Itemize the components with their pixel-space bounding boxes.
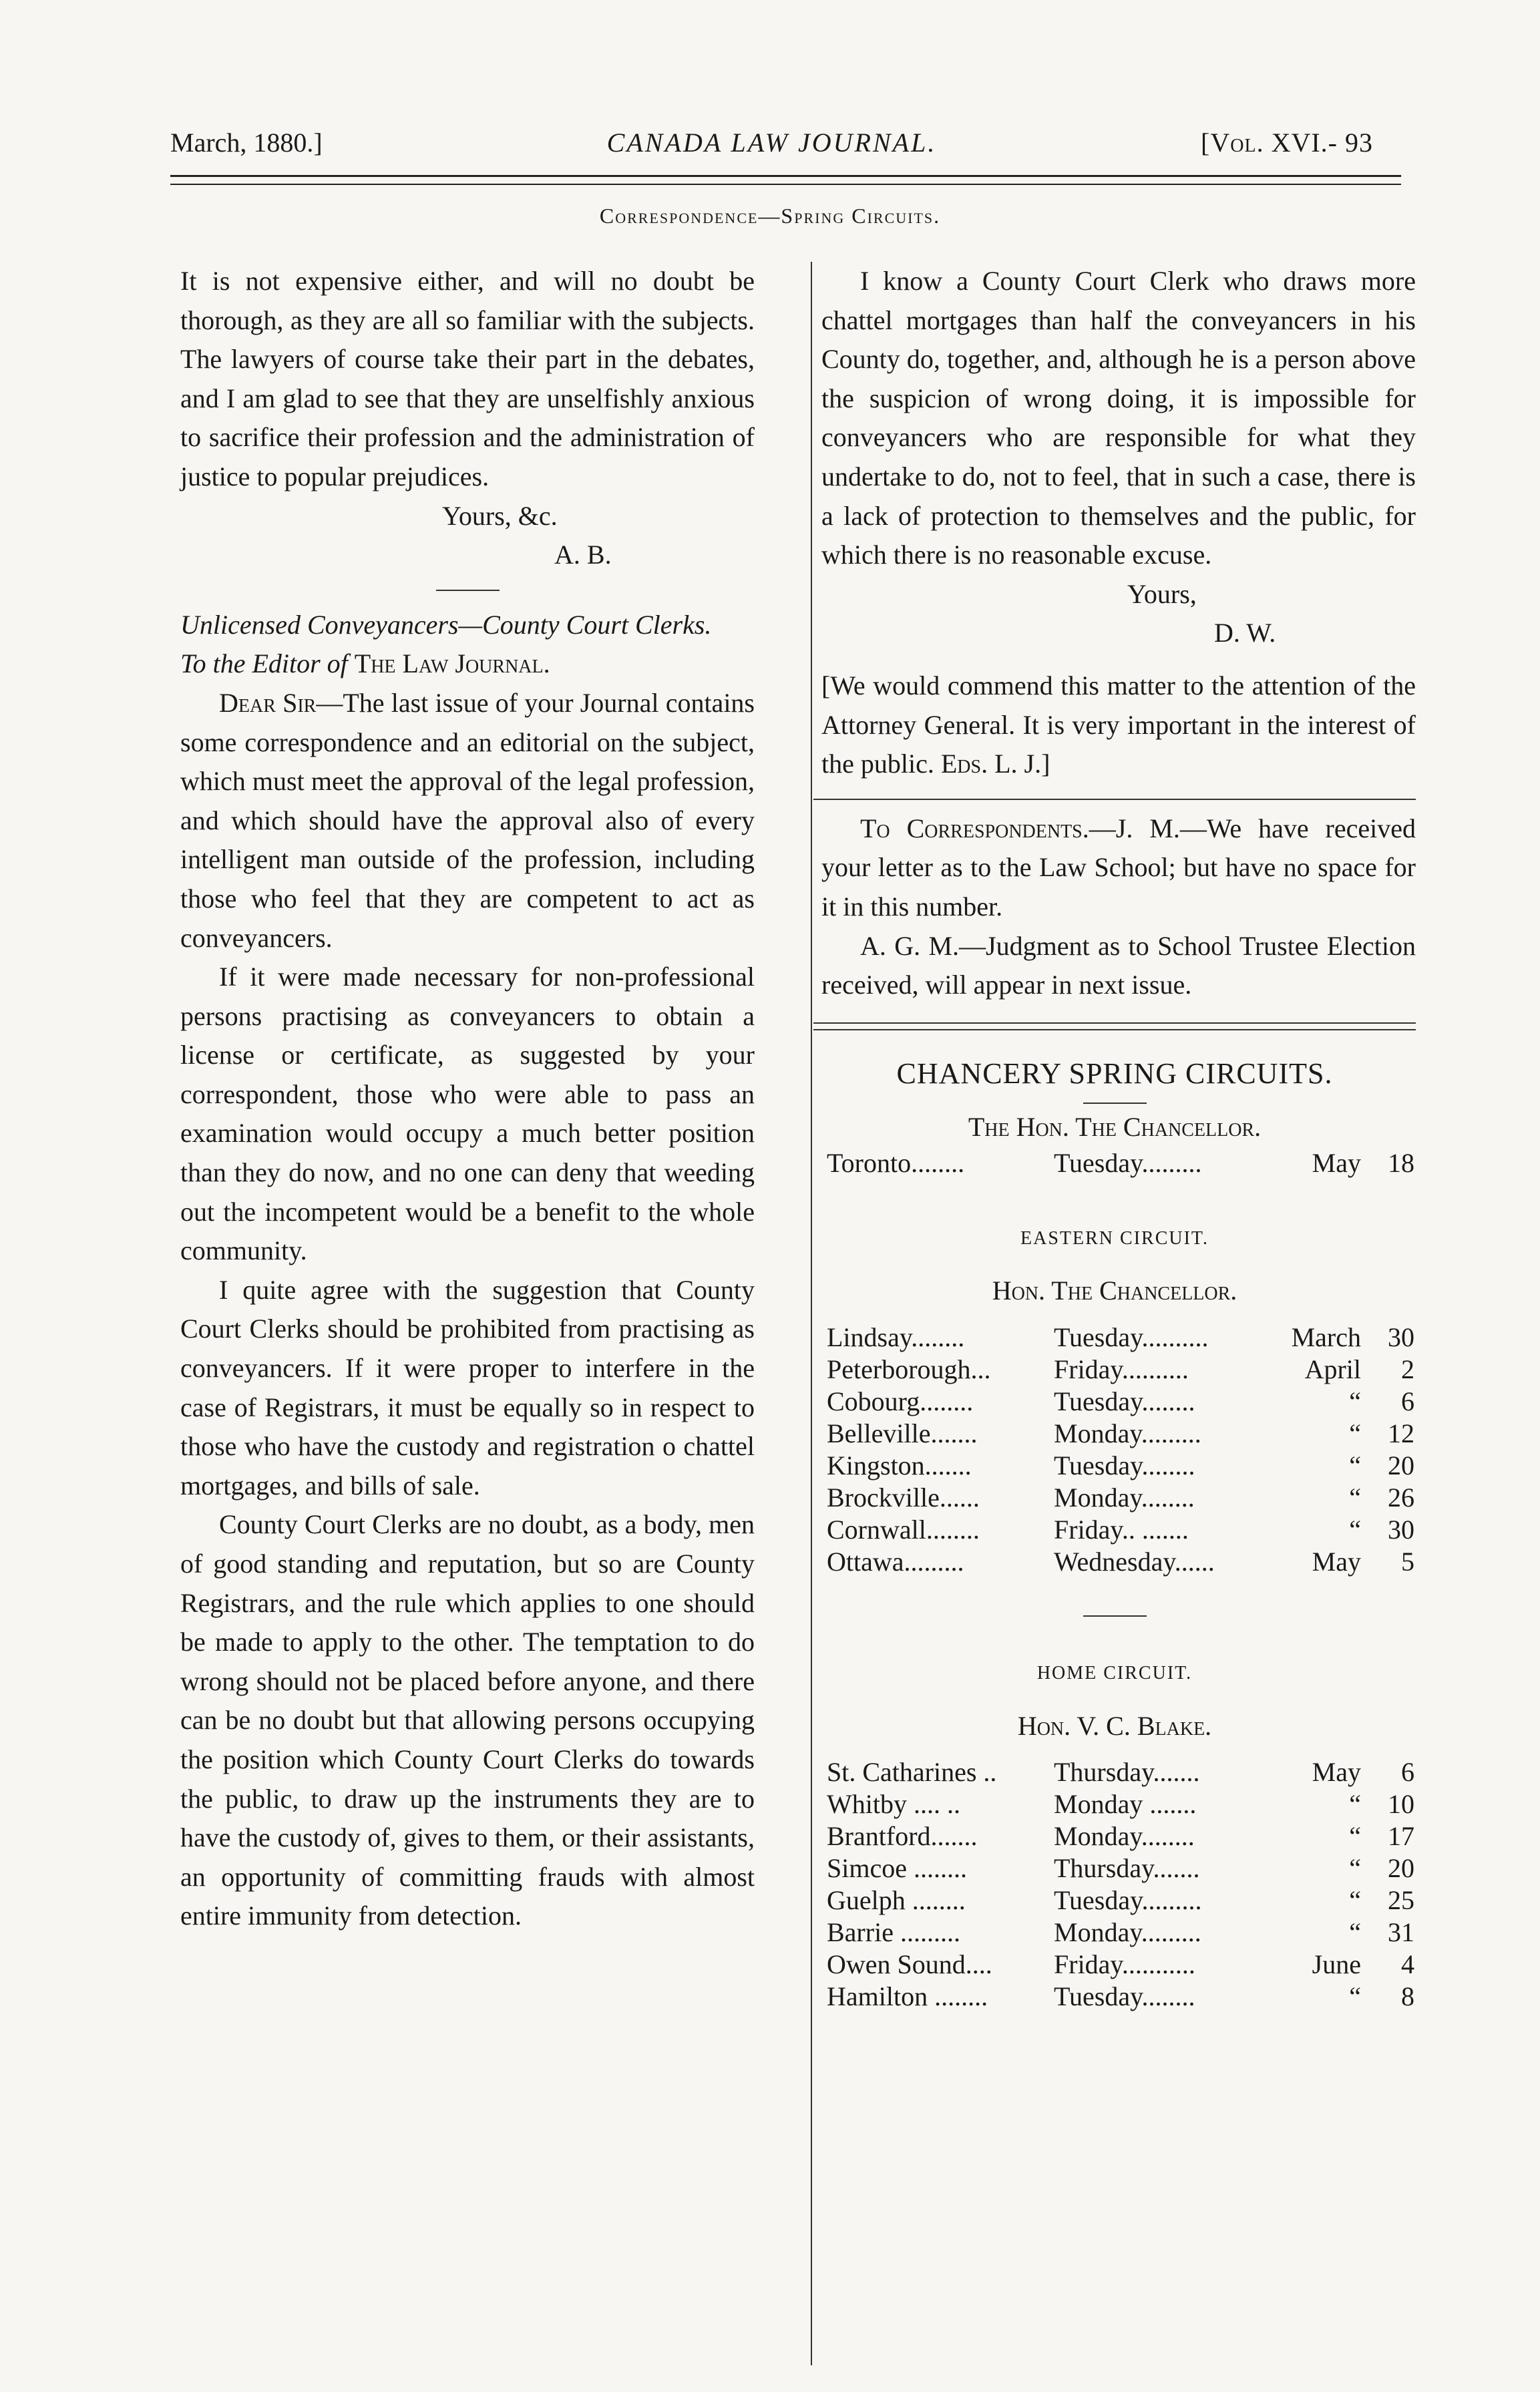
header-volume: [Vol. XVI.- 93 [1201,128,1373,158]
paragraph: It is not expensive either, and will no doubt be thorough, as they are all so familiar with the subjects. The lawyers of course take their part in the debates, and I am glad to see that they are unselfishly anxious to sacrifice their profession and the administration of justice to popular prejudices. [180,266,755,491]
header-rule-top [170,175,1401,177]
table-row: Brockville...... Monday........ “ 26 [827,1482,1414,1513]
table-row: Peterborough... Friday.......... April 2 [827,1354,1414,1385]
signature: D. W. [1214,618,1276,648]
letter-heading: Unlicensed Conveyancers—County Court Clerks. [180,609,712,640]
editor-signature: Eds. L. J.] [940,749,1050,779]
notice: A. G. M.—Judgment as to School Trustee Election received, will appear in next issue. [821,930,1416,1000]
table-row: Belleville....... Monday......... “ 12 [827,1418,1414,1449]
paragraph: If it were made necessary for non-professional persons practising as conveyancers to obtain a license or certificate, as suggested by your correspondent, those who were able to pass an examination would occupy a much better position than they do now, and no one can deny that weeding out the incompetent would be a benefit to the whole community. [180,962,755,1266]
addressee-prefix: To the Editor of [180,648,348,679]
signature: A. B. [554,540,612,570]
table-row: Ottawa......... Wednesday...... May 5 [827,1547,1414,1577]
judge-name: The Hon. The Chancellor. [968,1112,1262,1143]
schedule-eastern [827,1322,1414,1578]
addressee [180,644,755,684]
table-row: Hamilton ........ Tuesday........ “ 8 [827,1981,1414,2012]
table-row: St. Catharines .. Thursday....... May 6 [827,1757,1414,1788]
addressee-journal: The Law Journal. [354,648,550,679]
schedule-toronto [827,1147,1414,1179]
column-divider [811,262,812,2365]
paragraph [180,684,755,958]
notice-text: —J. M.—We have received your letter as to the Law School; but have no space for it in this number. [821,813,1416,922]
salutation: Dear Sir [219,687,317,718]
running-header [170,127,1373,174]
notice [813,809,1416,927]
table-row: Lindsay........ Tuesday.......... March 30 [827,1322,1414,1353]
table-row: Kingston....... Tuesday........ “ 20 [827,1450,1414,1481]
notice-label: To Correspondents. [860,813,1089,843]
closing: Yours, &c. [442,500,558,531]
paragraph: County Court Clerks are no doubt, as a body, men of good standing and reputation, but so are County Registrars, and the rule which applies to one should be made to apply to the other. The temptation to do wrong should not be placed before anyone, and there can be no doubt but that allowing persons occupying the position which County Court Clerks do towards the public, to draw up the instruments they are to have the custody of, gives to them, or their assistants, an opportunity of committing frauds with almost entire immunity from detection. [180,1509,755,1931]
table-row: Cornwall........ Friday.. ....... “ 30 [827,1515,1414,1545]
editor-note-text: [We would commend this matter to the attention of the Attorney General. It is very important in the interest of the public. [821,670,1416,779]
judge-name: Hon. The Chancellor. [992,1275,1237,1306]
right-column [813,262,1416,2013]
table-row: Toronto........ Tuesday......... May 18 [827,1147,1414,1178]
table-row: Owen Sound.... Friday........... June 4 [827,1949,1414,1980]
table-row: Whitby .... .. Monday ....... “ 10 [827,1789,1414,1820]
judge-name: Hon. V. C. Blake. [1017,1710,1212,1741]
header-rule-bottom [170,184,1401,185]
paragraph-text: —The last issue of your Journal contains some correspondence and an editorial on the subject, which must meet the approval of the legal profession, and which should have the approval also of every intelligent man outside of the profession, including those who feel that they are competent to act as conveyancers. [180,687,755,953]
paragraph: I know a County Court Clerk who draws more chattel mortgages than half the conveyancers in his County do, together, and, although he is a person above the suspicion of wrong doing, it is impossible for conveyancers who are responsible for what they undertake to do, not to feel, that in such a case, there is a lack of protection to themselves and the public, for which there is no reasonable excuse. [821,266,1416,570]
circuit-label: HOME CIRCUIT. [1036,1663,1193,1684]
header-journal-title: CANADA LAW JOURNAL. [606,128,937,158]
table-row: Cobourg........ Tuesday........ “ 6 [827,1386,1414,1417]
table-row: Barrie ......... Monday......... “ 31 [827,1917,1414,1948]
circuit-label: EASTERN CIRCUIT. [1020,1227,1209,1249]
table-row: Brantford....... Monday........ “ 17 [827,1821,1414,1852]
closing: Yours, [1127,578,1197,609]
editor-note [813,666,1416,784]
schedule-home [827,1756,1414,2013]
header-date: March, 1880.] [170,128,323,158]
section-header: Correspondence—Spring Circuits. [599,204,941,228]
table-row: Simcoe ........ Thursday....... “ 20 [827,1853,1414,1884]
paragraph: I quite agree with the suggestion that County Court Clerks should be prohibited from practising as conveyancers. If it were proper to interfere in the case of Registrars, it must be equally so in respect to those who have the custody and registration o chattel mortgages, and bills of sale. [180,1274,755,1501]
table-row: Guelph ........ Tuesday......... “ 25 [827,1885,1414,1916]
circuits-title: CHANCERY SPRING CIRCUITS. [896,1056,1333,1090]
left-column [180,262,755,1936]
